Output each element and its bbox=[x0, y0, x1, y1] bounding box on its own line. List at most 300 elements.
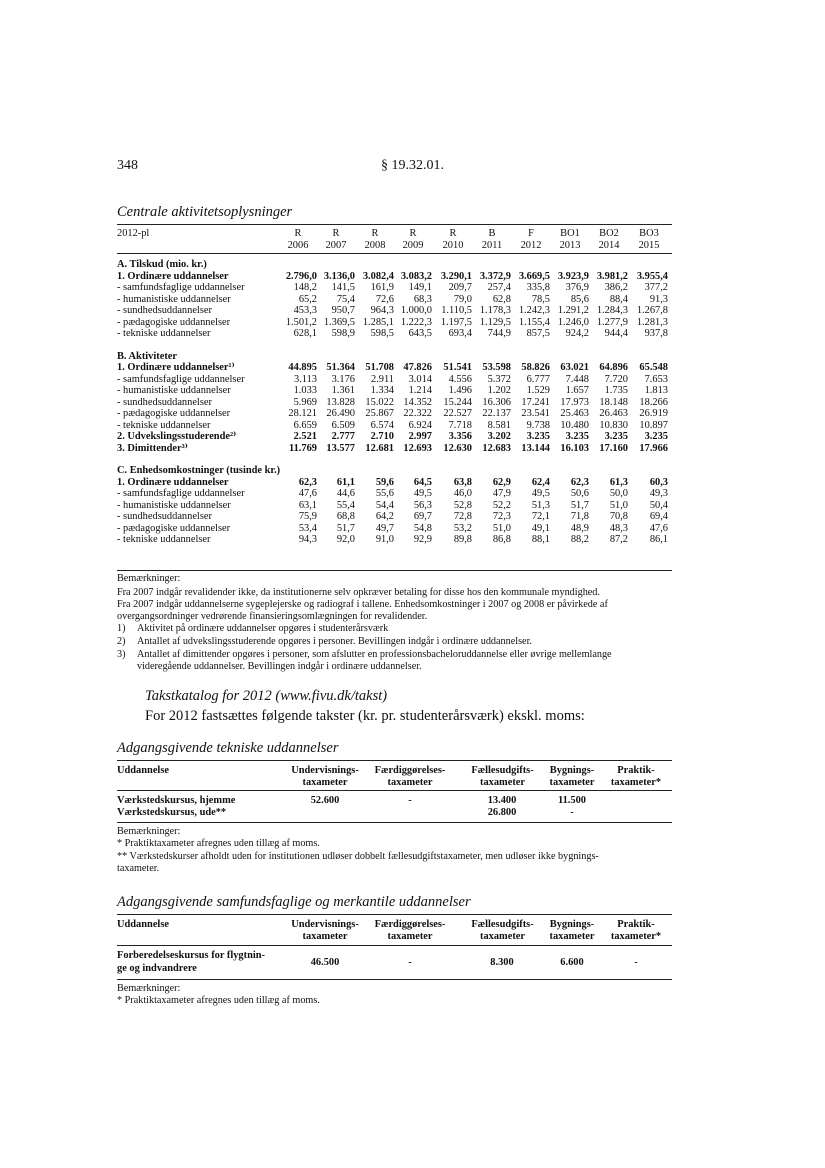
table-cell: 63,1 bbox=[298, 499, 317, 511]
table-cell: 924,2 bbox=[565, 328, 589, 339]
social-top-rule bbox=[117, 914, 672, 915]
tech-header-rule bbox=[117, 790, 672, 791]
table-cell: 1.735 bbox=[604, 385, 628, 396]
table-cell: 148,2 bbox=[293, 282, 317, 293]
table-cell: 10.830 bbox=[599, 419, 628, 431]
notes-heading: Bemærkninger: bbox=[117, 573, 181, 584]
table-cell: 3.202 bbox=[487, 431, 511, 442]
social-header-rule bbox=[117, 945, 672, 946]
table-cell: 693,4 bbox=[448, 328, 472, 339]
table-cell: 47,9 bbox=[492, 488, 511, 499]
table-cell: 1.267,8 bbox=[636, 305, 668, 316]
social-table-title: Adgangsgivende samfundsfaglige og merkantile uddannelser bbox=[117, 894, 471, 910]
table-cell: 88,4 bbox=[609, 293, 628, 305]
social-cell: 46.500 bbox=[310, 957, 340, 968]
tech-cell: - bbox=[570, 807, 574, 818]
table-cell: 63.021 bbox=[560, 362, 589, 373]
row-label: - samfundsfaglige uddannelser bbox=[117, 488, 245, 499]
section-header: § 19.32.01. bbox=[381, 158, 444, 173]
table-cell: 3.981,2 bbox=[596, 270, 628, 282]
table-cell: 50,6 bbox=[570, 488, 589, 499]
note-line: Fra 2007 indgår revalidender ikke, da institutionerne selv opkræver betaling for disse hos den kommunale myndighed. bbox=[117, 587, 600, 598]
table-cell: 12.630 bbox=[443, 442, 472, 454]
table-cell: 85,6 bbox=[570, 293, 589, 305]
table-cell: 1.496 bbox=[448, 385, 472, 396]
table-cell: 209,7 bbox=[448, 282, 472, 293]
tech-col-faellesudgift: Fællesudgifts- taxameter bbox=[471, 765, 534, 788]
row-label: - samfundsfaglige uddannelser bbox=[117, 282, 245, 293]
table-cell: 53,2 bbox=[453, 522, 472, 534]
table-cell: 950,7 bbox=[331, 305, 355, 316]
table-cell: 51,0 bbox=[609, 499, 628, 511]
table-cell: 92,9 bbox=[413, 534, 432, 545]
table-cell: 61,3 bbox=[609, 476, 628, 488]
table-cell: 16.103 bbox=[560, 442, 589, 454]
table-cell: 2.777 bbox=[331, 431, 355, 442]
row-label: - humanistiske uddannelser bbox=[117, 293, 231, 305]
table-cell: 22.322 bbox=[403, 408, 432, 419]
table-cell: 1.202 bbox=[487, 385, 511, 396]
table-cell: 141,5 bbox=[331, 282, 355, 293]
table-cell: 26.919 bbox=[639, 408, 668, 419]
table-top-rule bbox=[117, 224, 672, 225]
table-cell: 47,6 bbox=[649, 522, 668, 534]
table-cell: 63,8 bbox=[453, 476, 472, 488]
tech-cell: 13.400 bbox=[487, 795, 517, 806]
row-label: - sundhedsuddannelser bbox=[117, 511, 212, 522]
table-cell: 1.129,5 bbox=[479, 316, 511, 328]
table-cell: 60,3 bbox=[649, 476, 668, 488]
table-cell: 15.244 bbox=[443, 396, 472, 408]
table-cell: 56,3 bbox=[413, 499, 432, 511]
page-number: 348 bbox=[117, 158, 138, 173]
tech-note: ** Værkstedskurser afholdt uden for institutionen udløser dobbelt fællesudgiftstaxameter, men udløser ikke bygnings- bbox=[117, 851, 599, 862]
social-bottom-rule bbox=[117, 979, 672, 980]
table-cell: 3.176 bbox=[331, 373, 355, 385]
table-cell: 44.895 bbox=[288, 362, 317, 373]
tech-col-uddannelse: Uddannelse bbox=[117, 765, 169, 776]
table-cell: 3.235 bbox=[604, 431, 628, 442]
table-cell: 1.222,3 bbox=[400, 316, 432, 328]
table-cell: 2.710 bbox=[370, 431, 394, 442]
table-cell: 2.521 bbox=[293, 431, 317, 442]
col-type-label: F bbox=[528, 228, 534, 239]
row-label: C. Enhedsomkostninger (tusinde kr.) bbox=[117, 465, 281, 476]
table-cell: 49,7 bbox=[375, 522, 394, 534]
row-label: 1. Ordinære uddannelser bbox=[117, 476, 229, 488]
table-cell: 3.083,2 bbox=[400, 270, 432, 282]
header-bottom-rule bbox=[117, 253, 672, 254]
table-cell: 3.356 bbox=[448, 431, 472, 442]
table-cell: 49,5 bbox=[531, 488, 550, 499]
tech-cell: 11.500 bbox=[557, 795, 586, 806]
table-cell: 72,6 bbox=[375, 293, 394, 305]
table-cell: 62,4 bbox=[531, 476, 550, 488]
col-year-label: 2013 bbox=[559, 240, 581, 251]
row-label: - pædagogiske uddannelser bbox=[117, 408, 231, 419]
table-cell: 2.911 bbox=[371, 373, 394, 385]
table-cell: 376,9 bbox=[565, 282, 589, 293]
table-cell: 51,7 bbox=[570, 499, 589, 511]
table-cell: 75,4 bbox=[336, 293, 355, 305]
row-label: B. Aktiviteter bbox=[117, 350, 178, 362]
table-cell: 3.372,9 bbox=[479, 270, 511, 282]
table-cell: 944,4 bbox=[604, 328, 628, 339]
table-cell: 50,4 bbox=[649, 499, 668, 511]
table-cell: 87,2 bbox=[609, 534, 628, 545]
table-cell: 47,6 bbox=[298, 488, 317, 499]
social-row-label: ge og indvandrere bbox=[117, 963, 197, 974]
table-cell: 643,5 bbox=[408, 328, 432, 339]
social-row-label: Forberedelseskursus for flygtnin- bbox=[117, 950, 265, 961]
table-cell: 3.669,5 bbox=[518, 270, 550, 282]
table-cell: 1.214 bbox=[408, 385, 432, 396]
table-cell: 54,8 bbox=[413, 522, 432, 534]
table-cell: 75,9 bbox=[298, 511, 317, 522]
table-cell: 1.529 bbox=[526, 385, 550, 396]
table-cell: 51,3 bbox=[531, 499, 550, 511]
table-cell: 88,1 bbox=[531, 534, 550, 545]
table-cell: 22.137 bbox=[482, 408, 511, 419]
table-cell: 1.501,2 bbox=[285, 316, 317, 328]
table-cell: 48,9 bbox=[570, 522, 589, 534]
table-cell: 8.581 bbox=[487, 419, 511, 431]
table-cell: 58.826 bbox=[521, 362, 550, 373]
footnote-text: Antallet af dimittender opgøres i personer, som afslutter en professionsbacheloruddannelse eller øvrige mellemlange bbox=[137, 649, 612, 660]
table-cell: 71,8 bbox=[570, 511, 589, 522]
table-cell: 12.693 bbox=[403, 442, 432, 454]
corner-label: 2012-pl bbox=[117, 228, 150, 239]
table-cell: 2.997 bbox=[408, 431, 432, 442]
table-cell: 72,8 bbox=[453, 511, 472, 522]
tech-col-bygning: Bygnings- taxameter bbox=[549, 765, 595, 788]
table-cell: 1.291,2 bbox=[557, 305, 589, 316]
table-cell: 1.277,9 bbox=[596, 316, 628, 328]
tech-row-label: Værkstedskursus, hjemme bbox=[117, 795, 236, 806]
tech-notes-heading: Bemærkninger: bbox=[117, 826, 181, 837]
table-cell: 6.924 bbox=[408, 419, 432, 431]
table-cell: 44,6 bbox=[336, 488, 355, 499]
table-cell: 62,3 bbox=[570, 476, 589, 488]
table-cell: 17.973 bbox=[560, 396, 589, 408]
col-type-label: B bbox=[488, 228, 496, 239]
takst-title: Takstkatalog for 2012 (www.fivu.dk/takst) bbox=[145, 688, 388, 704]
col-type-label: R bbox=[332, 228, 340, 239]
table-cell: 26.490 bbox=[326, 408, 355, 419]
table-cell: 17.160 bbox=[599, 442, 628, 454]
col-year-label: 2007 bbox=[325, 240, 347, 251]
social-col-uddannelse: Uddannelse bbox=[117, 919, 169, 930]
col-year-label: 2010 bbox=[442, 240, 464, 251]
table-cell: 62,3 bbox=[298, 476, 317, 488]
table-cell: 15.022 bbox=[365, 396, 394, 408]
note-line: Fra 2007 indgår uddannelserne sygeplejerske og radiograf i tallene. Enhedsomkostninger i 2007 og 2008 er påvirkede af bbox=[117, 599, 608, 610]
table-cell: 46,0 bbox=[453, 488, 472, 499]
table-cell: 1.361 bbox=[331, 385, 355, 396]
table-cell: 61,1 bbox=[336, 476, 355, 488]
table-cell: 937,8 bbox=[644, 328, 668, 339]
table-cell: 335,8 bbox=[526, 282, 550, 293]
table-cell: 964,3 bbox=[370, 305, 394, 316]
footnote-text: Aktivitet på ordinære uddannelser opgøres i studenterårsværk bbox=[137, 623, 389, 634]
social-cell: - bbox=[408, 957, 412, 968]
row-label: 3. Dimittender³⁾ bbox=[117, 442, 188, 454]
table-cell: 18.148 bbox=[599, 396, 628, 408]
table-cell: 6.509 bbox=[331, 419, 355, 431]
tech-note: * Praktiktaxameter afregnes uden tillæg af moms. bbox=[117, 838, 320, 849]
col-type-label: BO2 bbox=[599, 228, 619, 239]
table-cell: 50,0 bbox=[609, 488, 628, 499]
table-cell: 628,1 bbox=[293, 328, 317, 339]
table-cell: 59,6 bbox=[375, 476, 394, 488]
table-cell: 10.480 bbox=[560, 419, 589, 431]
footnote-number: 2) bbox=[117, 636, 126, 647]
table-cell: 51.541 bbox=[443, 362, 472, 373]
tech-col-faerdiggoerelse: Færdiggørelses- taxameter bbox=[374, 765, 446, 788]
col-year-label: 2015 bbox=[638, 240, 660, 251]
table-cell: 5.969 bbox=[293, 396, 317, 408]
col-type-label: R bbox=[294, 228, 302, 239]
row-label: - pædagogiske uddannelser bbox=[117, 316, 231, 328]
col-year-label: 2008 bbox=[364, 240, 386, 251]
table-cell: 1.334 bbox=[370, 385, 394, 396]
row-label: - tekniske uddannelser bbox=[117, 534, 211, 545]
col-year-label: 2009 bbox=[402, 240, 424, 251]
table-cell: 78,5 bbox=[531, 293, 550, 305]
table-cell: 1.000,0 bbox=[400, 305, 432, 316]
note-line: overgangsordninger vedrørende finansieringsomlægningen for revalidender. bbox=[117, 611, 428, 622]
table-cell: 69,7 bbox=[413, 511, 432, 522]
table-cell: 53,4 bbox=[298, 522, 317, 534]
table-cell: 1.197,5 bbox=[440, 316, 472, 328]
tech-note: taxameter. bbox=[117, 863, 160, 874]
table-cell: 23.541 bbox=[521, 408, 550, 419]
social-col-praktik: Praktik- taxameter* bbox=[610, 919, 662, 942]
row-label: 2. Udvekslingsstuderende²⁾ bbox=[117, 431, 237, 442]
table-cell: 1.155,4 bbox=[518, 316, 550, 328]
row-label: - tekniske uddannelser bbox=[117, 419, 211, 431]
social-note: * Praktiktaxameter afregnes uden tillæg af moms. bbox=[117, 995, 320, 1006]
table-cell: 3.136,0 bbox=[323, 270, 355, 282]
table-cell: 64,2 bbox=[375, 511, 394, 522]
table-cell: 3.082,4 bbox=[362, 270, 394, 282]
table-cell: 1.281,3 bbox=[636, 316, 668, 328]
table-cell: 65,2 bbox=[298, 293, 317, 305]
footnote-number: 3) bbox=[117, 649, 126, 660]
table-cell: 7.653 bbox=[644, 373, 668, 385]
table-cell: 13.144 bbox=[521, 442, 550, 454]
table-cell: 377,2 bbox=[644, 282, 668, 293]
social-col-faerdiggoerelse: Færdiggørelses- taxameter bbox=[374, 919, 446, 942]
table-cell: 1.285,1 bbox=[362, 316, 394, 328]
table-cell: 18.266 bbox=[639, 396, 668, 408]
table-cell: 55,6 bbox=[375, 488, 394, 499]
table-cell: 53.598 bbox=[482, 362, 511, 373]
table-cell: 7.718 bbox=[448, 419, 472, 431]
table-cell: 68,8 bbox=[336, 511, 355, 522]
col-year-label: 2012 bbox=[520, 240, 542, 251]
tech-top-rule bbox=[117, 760, 672, 761]
col-year-label: 2011 bbox=[481, 240, 503, 251]
row-label: - sundhedsuddannelser bbox=[117, 396, 212, 408]
table-cell: 12.681 bbox=[365, 442, 394, 454]
table-cell: 257,4 bbox=[487, 282, 511, 293]
social-cell: - bbox=[634, 957, 638, 968]
table-cell: 6.574 bbox=[370, 419, 394, 431]
table-cell: 12.683 bbox=[482, 442, 511, 454]
table-cell: 1.657 bbox=[565, 385, 589, 396]
table-cell: 86,8 bbox=[492, 534, 511, 545]
table-cell: 2.796,0 bbox=[285, 270, 317, 282]
row-label: - pædagogiske uddannelser bbox=[117, 522, 231, 534]
col-year-label: 2014 bbox=[598, 240, 620, 251]
table-cell: 51.708 bbox=[365, 362, 394, 373]
table-cell: 48,3 bbox=[609, 522, 628, 534]
tech-cell: - bbox=[408, 795, 412, 806]
table-cell: 1.246,0 bbox=[557, 316, 589, 328]
row-label: - tekniske uddannelser bbox=[117, 328, 211, 339]
social-col-bygning: Bygnings- taxameter bbox=[549, 919, 595, 942]
col-type-label: R bbox=[371, 228, 379, 239]
table-cell: 94,3 bbox=[298, 534, 317, 545]
table-cell: 13.577 bbox=[326, 442, 355, 454]
footnote-number: 1) bbox=[117, 623, 126, 634]
table-cell: 598,5 bbox=[370, 328, 394, 339]
table-cell: 88,2 bbox=[570, 534, 589, 545]
col-type-label: BO1 bbox=[560, 228, 580, 239]
table-cell: 22.527 bbox=[443, 408, 472, 419]
table-cell: 1.178,3 bbox=[479, 305, 511, 316]
table-cell: 6.777 bbox=[526, 373, 550, 385]
table-cell: 72,3 bbox=[492, 511, 511, 522]
table-cell: 47.826 bbox=[403, 362, 432, 373]
row-label: - samfundsfaglige uddannelser bbox=[117, 373, 245, 385]
table-cell: 1.284,3 bbox=[596, 305, 628, 316]
table-cell: 1.242,3 bbox=[518, 305, 550, 316]
row-label: - sundhedsuddannelser bbox=[117, 305, 212, 316]
table-cell: 6.659 bbox=[293, 419, 317, 431]
social-notes-heading: Bemærkninger: bbox=[117, 983, 181, 994]
table-cell: 13.828 bbox=[326, 396, 355, 408]
tech-col-praktik: Praktik- taxameter* bbox=[610, 765, 662, 788]
table-cell: 149,1 bbox=[408, 282, 432, 293]
table-cell: 11.769 bbox=[288, 442, 317, 454]
table-cell: 64,5 bbox=[413, 476, 432, 488]
table-cell: 453,3 bbox=[293, 305, 317, 316]
table-cell: 69,4 bbox=[649, 511, 668, 522]
table-cell: 28.121 bbox=[288, 408, 317, 419]
table-cell: 52,8 bbox=[453, 499, 472, 511]
col-type-label: R bbox=[409, 228, 417, 239]
footnote-text: Antallet af udvekslingsstuderende opgøres i personer. Bevillingen indgår i ordinære uddannelser. bbox=[137, 636, 532, 647]
col-year-label: 2006 bbox=[287, 240, 309, 251]
table-cell: 62,8 bbox=[492, 293, 511, 305]
table-cell: 7.720 bbox=[604, 373, 628, 385]
table-cell: 68,3 bbox=[413, 293, 432, 305]
row-label: - humanistiske uddannelser bbox=[117, 385, 231, 396]
table-cell: 79,0 bbox=[453, 293, 472, 305]
table-cell: 3.235 bbox=[526, 431, 550, 442]
table-cell: 14.352 bbox=[403, 396, 432, 408]
table-cell: 92,0 bbox=[336, 534, 355, 545]
table-cell: 49,3 bbox=[649, 488, 668, 499]
table-cell: 91,0 bbox=[375, 534, 394, 545]
tech-col-undervisning: Undervisnings- taxameter bbox=[291, 765, 359, 788]
table-cell: 3.955,4 bbox=[636, 270, 668, 282]
social-cell: 6.600 bbox=[560, 957, 584, 968]
table-cell: 386,2 bbox=[604, 282, 628, 293]
tech-bottom-rule bbox=[117, 822, 672, 823]
table-cell: 17.241 bbox=[521, 396, 550, 408]
table-cell: 5.372 bbox=[487, 373, 511, 385]
table-cell: 744,9 bbox=[487, 328, 511, 339]
table-cell: 161,9 bbox=[370, 282, 394, 293]
table-cell: 91,3 bbox=[649, 293, 668, 305]
table-cell: 65.548 bbox=[639, 362, 668, 373]
col-type-label: BO3 bbox=[639, 228, 659, 239]
table-cell: 598,9 bbox=[331, 328, 355, 339]
social-col-undervisning: Undervisnings- taxameter bbox=[291, 919, 359, 942]
table-cell: 26.463 bbox=[599, 408, 628, 419]
table-cell: 52,2 bbox=[492, 499, 511, 511]
table-cell: 64.896 bbox=[599, 362, 628, 373]
table-cell: 857,5 bbox=[526, 328, 550, 339]
table-cell: 7.448 bbox=[565, 373, 589, 385]
table-cell: 3.014 bbox=[408, 373, 432, 385]
table-cell: 1.110,5 bbox=[441, 305, 472, 316]
table-cell: 51,0 bbox=[492, 522, 511, 534]
table-cell: 3.113 bbox=[294, 373, 317, 385]
table-title: Centrale aktivitetsoplysninger bbox=[117, 204, 293, 220]
tech-cell: 26.800 bbox=[487, 807, 517, 818]
table-cell: 1.369,5 bbox=[323, 316, 355, 328]
table-cell: 3.923,9 bbox=[557, 270, 589, 282]
table-cell: 16.306 bbox=[482, 396, 511, 408]
social-col-faellesudgift: Fællesudgifts- taxameter bbox=[471, 919, 534, 942]
col-type-label: R bbox=[449, 228, 457, 239]
tech-row-label: Værkstedskursus, ude** bbox=[117, 807, 227, 818]
table-cell: 49,1 bbox=[531, 522, 550, 534]
table-bottom-rule bbox=[117, 570, 672, 571]
table-cell: 3.235 bbox=[644, 431, 668, 442]
table-cell: 1.033 bbox=[293, 385, 317, 396]
table-cell: 4.556 bbox=[448, 373, 472, 385]
table-cell: 49,5 bbox=[413, 488, 432, 499]
table-cell: 3.235 bbox=[565, 431, 589, 442]
table-cell: 62,9 bbox=[492, 476, 511, 488]
row-label: 1. Ordinære uddannelser¹⁾ bbox=[117, 362, 235, 373]
tech-table-title: Adgangsgivende tekniske uddannelser bbox=[117, 740, 339, 756]
footnote-text: videregående uddannelser. Bevillingen indgår i ordinære uddannelser. bbox=[137, 661, 422, 672]
table-cell: 54,4 bbox=[375, 499, 394, 511]
table-cell: 72,1 bbox=[531, 511, 550, 522]
table-cell: 70,8 bbox=[609, 511, 628, 522]
takst-intro: For 2012 fastsættes følgende takster (kr. pr. studenterårsværk) ekskl. moms: bbox=[145, 708, 585, 724]
tech-cell: 52.600 bbox=[310, 795, 340, 806]
table-cell: 55,4 bbox=[336, 499, 355, 511]
row-label: 1. Ordinære uddannelser bbox=[117, 270, 229, 282]
table-cell: 51.364 bbox=[326, 362, 355, 373]
row-label: - humanistiske uddannelser bbox=[117, 499, 231, 511]
table-cell: 10.897 bbox=[639, 419, 668, 431]
row-label: A. Tilskud (mio. kr.) bbox=[117, 259, 207, 270]
table-cell: 9.738 bbox=[526, 419, 550, 431]
table-cell: 17.966 bbox=[639, 442, 668, 454]
table-cell: 25.463 bbox=[560, 408, 589, 419]
table-cell: 25.867 bbox=[365, 408, 394, 419]
table-cell: 3.290,1 bbox=[440, 270, 472, 282]
table-cell: 1.813 bbox=[644, 385, 668, 396]
